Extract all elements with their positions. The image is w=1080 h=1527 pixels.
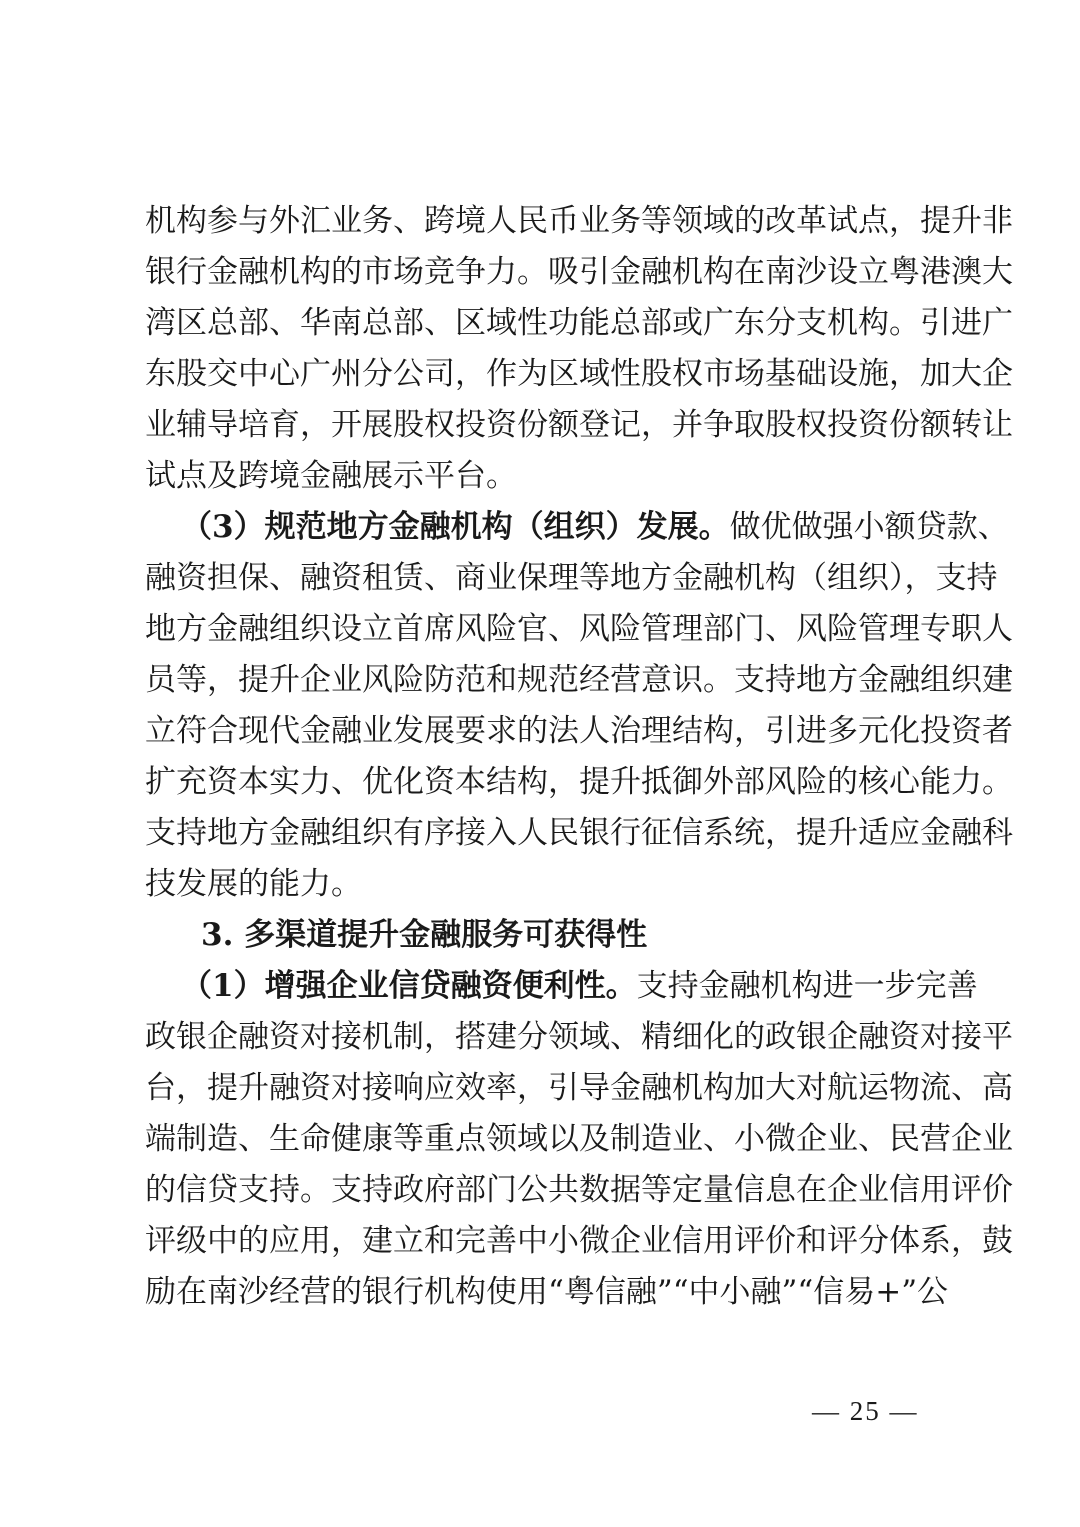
text-line: 机构参与外汇业务、跨境人民币业务等领域的改革试点，提升非	[145, 203, 1013, 239]
text-line: 扩充资本实力、优化资本结构，提升抵御外部风险的核心能力。	[145, 764, 1013, 800]
text-line: 评级中的应用，建立和完善中小微企业信用评价和评分体系，鼓	[145, 1223, 1013, 1259]
text-line: 端制造、生命健康等重点领域以及制造业、小微企业、民营企业	[145, 1121, 1013, 1157]
text-line: 台，提升融资对接响应效率，引导金融机构加大对航运物流、高	[145, 1070, 1013, 1106]
text-line: 银行金融机构的市场竞争力。吸引金融机构在南沙设立粤港澳大	[145, 254, 1013, 290]
section-heading: 3. 多渠道提升金融服务可获得性	[201, 917, 648, 953]
page-number: — 25 —	[812, 1396, 919, 1426]
text-line: 的信贷支持。支持政府部门公共数据等定量信息在企业信用评价	[145, 1172, 1013, 1208]
text-line: 湾区总部、华南总部、区域性功能总部或广东分支机构。引进广	[145, 305, 1013, 341]
subsection-heading-line: （3）规范地方金融机构（组织）发展。做优做强小额贷款、	[181, 509, 1009, 545]
subsection-title: （3）规范地方金融机构（组织）发展。	[181, 509, 730, 545]
text-line: 业辅导培育，开展股权投资份额登记，并争取股权投资份额转让	[145, 407, 1013, 443]
text-line: 励在南沙经营的银行机构使用“粤信融”“中小融”“信易+”公	[145, 1274, 949, 1310]
text-line: 融资担保、融资租赁、商业保理等地方金融机构（组织），支持	[145, 560, 998, 596]
text-line: 地方金融组织设立首席风险官、风险管理部门、风险管理专职人	[145, 611, 1013, 647]
text-line: 技发展的能力。	[145, 866, 362, 902]
text-line: 试点及跨境金融展示平台。	[145, 458, 517, 494]
text-line: 支持地方金融组织有序接入人民银行征信系统，提升适应金融科	[145, 815, 1013, 851]
subsection-heading-line: （1）增强企业信贷融资便利性。支持金融机构进一步完善	[181, 968, 978, 1004]
text-line: 员等，提升企业风险防范和规范经营意识。支持地方金融组织建	[145, 662, 1013, 698]
subsection-title: （1）增强企业信贷融资便利性。	[181, 968, 637, 1004]
text-line: 立符合现代金融业发展要求的法人治理结构，引进多元化投资者	[145, 713, 1013, 749]
text-line: 东股交中心广州分公司，作为区域性股权市场基础设施，加大企	[145, 356, 1013, 392]
text-line: 政银企融资对接机制，搭建分领域、精细化的政银企融资对接平	[145, 1019, 1013, 1055]
document-body	[145, 196, 1013, 1318]
